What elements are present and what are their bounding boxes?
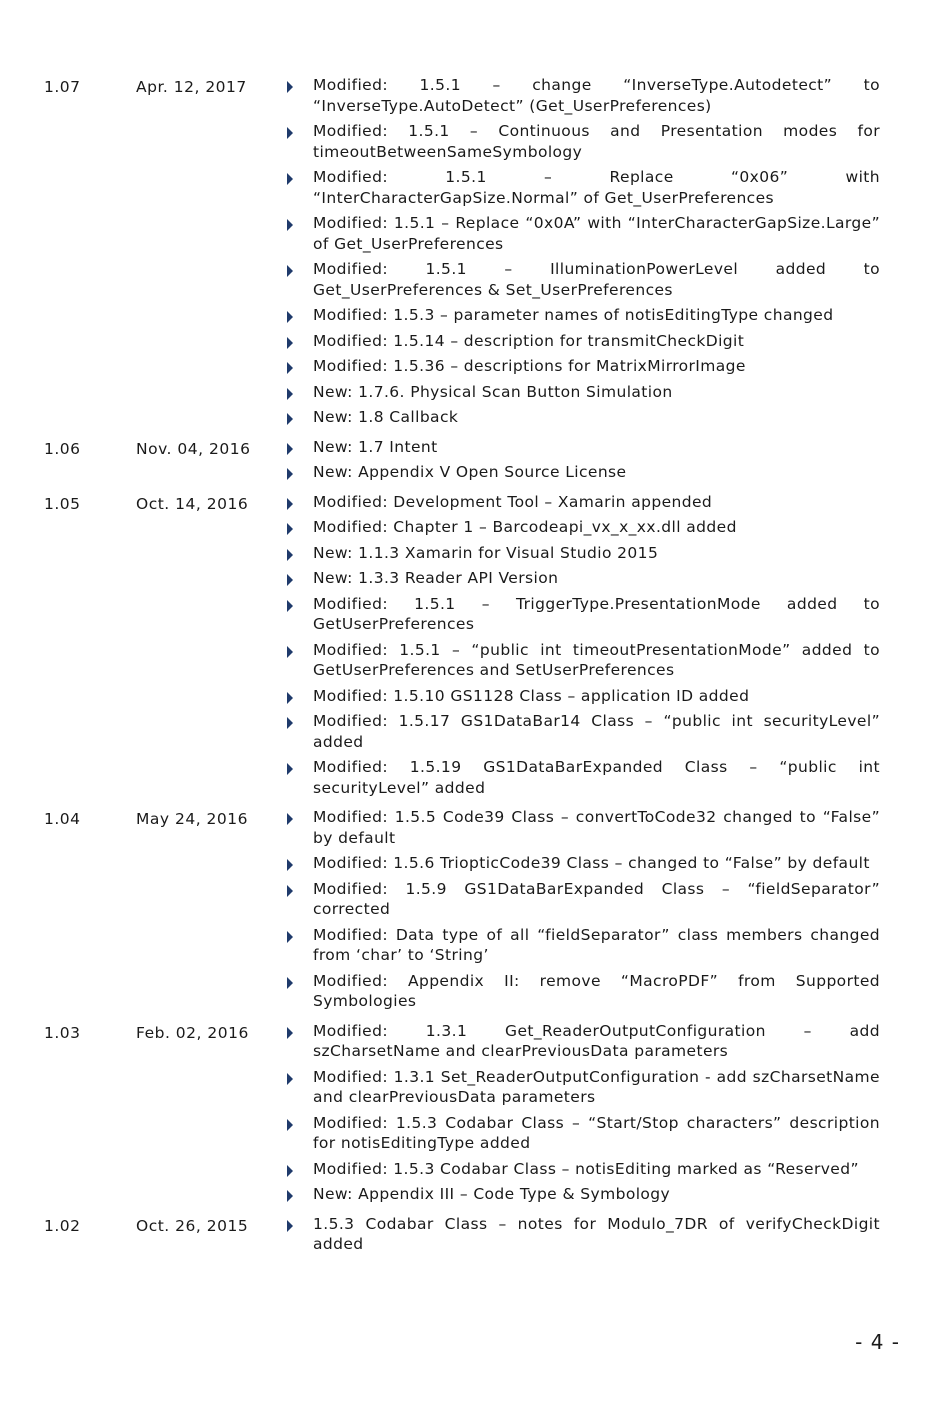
page-number: - 4 - — [855, 1330, 900, 1354]
revision-history — [44, 74, 880, 1263]
triangle-bullet-icon — [286, 333, 313, 353]
change-item — [286, 567, 880, 589]
change-text: Modified: Chapter 1 – Barcodeapi_vx_x_xx.dll added — [313, 518, 737, 536]
change-item — [286, 852, 880, 874]
change-item — [286, 756, 880, 798]
change-text: Modified: 1.5.17 GS1DataBar14 Class – “public int securityLevel” added — [313, 712, 880, 751]
change-item — [286, 639, 880, 681]
triangle-bullet-icon — [286, 1069, 313, 1089]
change-list — [286, 436, 880, 487]
revision-date: Nov. 04, 2016 — [136, 439, 251, 458]
triangle-bullet-icon — [286, 1161, 313, 1181]
revision-entry — [44, 806, 880, 1016]
change-item — [286, 258, 880, 300]
revision-date: Oct. 26, 2015 — [136, 1216, 249, 1235]
revision-entry — [44, 491, 880, 803]
change-text: New: Appendix III – Code Type & Symbology — [313, 1185, 671, 1203]
change-text: New: 1.1.3 Xamarin for Visual Studio 2015 — [313, 543, 659, 562]
triangle-bullet-icon — [286, 519, 313, 539]
change-text: Modified: 1.5.19 GS1DataBarExpanded Class – “public int securityLevel” added — [313, 758, 880, 797]
revision-version: 1.06 — [44, 439, 81, 458]
change-text: Modified: 1.5.10 GS1128 Class – application ID added — [313, 686, 750, 705]
change-text: New: Appendix V Open Source License — [313, 463, 627, 481]
change-item — [286, 593, 880, 635]
revision-date: Apr. 12, 2017 — [136, 78, 247, 96]
change-text: New: 1.7 Intent — [313, 437, 438, 456]
change-item — [286, 166, 880, 208]
triangle-bullet-icon — [286, 809, 313, 829]
change-list — [286, 74, 880, 432]
change-item — [286, 304, 880, 326]
triangle-bullet-icon — [286, 464, 313, 484]
change-item — [286, 970, 880, 1012]
change-list — [286, 1213, 880, 1259]
change-text: Modified: 1.5.3 Codabar Class – “Start/Stop characters” description for notisEditingType added — [313, 1113, 880, 1152]
change-item — [286, 74, 880, 116]
change-item — [286, 1112, 880, 1154]
revision-entry — [44, 1213, 880, 1259]
triangle-bullet-icon — [286, 759, 313, 779]
triangle-bullet-icon — [286, 688, 313, 708]
revision-date: May 24, 2016 — [136, 810, 248, 828]
change-text: New: 1.8 Callback — [313, 408, 459, 426]
change-item — [286, 212, 880, 254]
change-item — [286, 1158, 880, 1180]
triangle-bullet-icon — [286, 1023, 313, 1043]
change-item — [286, 924, 880, 966]
change-item — [286, 406, 880, 428]
revision-version: 1.07 — [44, 78, 81, 96]
change-item — [286, 330, 880, 352]
triangle-bullet-icon — [286, 927, 313, 947]
change-text: Modified: 1.5.36 – descriptions for MatrixMirrorImage — [313, 357, 746, 375]
change-text: Modified: 1.5.14 – description for transmitCheckDigit — [313, 331, 745, 350]
change-text: Modified: Appendix II: remove “MacroPDF” from Supported Symbologies — [313, 971, 880, 1010]
triangle-bullet-icon — [286, 642, 313, 662]
change-list — [286, 491, 880, 803]
change-text: Modified: 1.5.1 – Replace “0x0A” with “InterCharacterGapSize.Large” of Get_UserPreferences — [313, 214, 880, 253]
change-item — [286, 1020, 880, 1062]
triangle-bullet-icon — [286, 1186, 313, 1206]
change-item — [286, 436, 880, 458]
triangle-bullet-icon — [286, 123, 313, 143]
change-text: Modified: 1.3.1 Set_ReaderOutputConfiguration - add szCharsetName and clearPreviousData parameters — [313, 1067, 880, 1106]
change-item — [286, 461, 880, 483]
revision-entry — [44, 1020, 880, 1209]
triangle-bullet-icon — [286, 261, 313, 281]
change-list — [286, 1020, 880, 1209]
revision-version: 1.05 — [44, 494, 81, 513]
change-text: Modified: 1.5.1 – Continuous and Presentation modes for timeoutBetweenSameSymbology — [313, 122, 880, 161]
change-text: Modified: 1.5.1 – “public int timeoutPresentationMode” added to GetUserPreferences and SetUserPreferences — [313, 640, 880, 679]
revision-version: 1.03 — [44, 1023, 81, 1042]
change-item — [286, 878, 880, 920]
change-item — [286, 516, 880, 538]
change-item — [286, 120, 880, 162]
change-text: Modified: 1.3.1 Get_ReaderOutputConfiguration – add szCharsetName and clearPreviousData parameters — [313, 1021, 880, 1060]
revision-version: 1.02 — [44, 1216, 81, 1235]
triangle-bullet-icon — [286, 1115, 313, 1135]
change-item — [286, 806, 880, 848]
triangle-bullet-icon — [286, 358, 313, 378]
change-text: New: 1.3.3 Reader API Version — [313, 569, 559, 587]
triangle-bullet-icon — [286, 1216, 313, 1236]
triangle-bullet-icon — [286, 439, 313, 459]
change-item — [286, 381, 880, 403]
change-text: New: 1.7.6. Physical Scan Button Simulation — [313, 382, 673, 401]
change-item — [286, 1213, 880, 1255]
triangle-bullet-icon — [286, 881, 313, 901]
change-item — [286, 685, 880, 707]
change-text: Modified: Data type of all “fieldSeparator” class members changed from ‘char’ to ‘String’ — [313, 925, 880, 964]
change-item — [286, 710, 880, 752]
change-text: Modified: 1.5.1 – change “InverseType.Autodetect” to “InverseType.AutoDetect” (Get_UserPreferences) — [313, 76, 880, 115]
revision-date: Feb. 02, 2016 — [136, 1023, 249, 1042]
triangle-bullet-icon — [286, 409, 313, 429]
change-text: Modified: Development Tool – Xamarin appended — [313, 492, 713, 511]
change-item — [286, 491, 880, 513]
revision-entry — [44, 436, 880, 487]
triangle-bullet-icon — [286, 570, 313, 590]
change-item — [286, 1066, 880, 1108]
change-text: Modified: 1.5.3 Codabar Class – notisEditing marked as “Reserved” — [313, 1159, 859, 1178]
change-item — [286, 542, 880, 564]
change-text: 1.5.3 Codabar Class – notes for Modulo_7DR of verifyCheckDigit added — [313, 1214, 880, 1253]
change-text: Modified: 1.5.6 TriopticCode39 Class – changed to “False” by default — [313, 854, 870, 872]
change-text: Modified: 1.5.3 – parameter names of notisEditingType changed — [313, 306, 834, 324]
change-item — [286, 1183, 880, 1205]
change-text: Modified: 1.5.1 – IlluminationPowerLevel added to Get_UserPreferences & Set_UserPreferences — [313, 260, 880, 299]
revision-date: Oct. 14, 2016 — [136, 494, 249, 513]
triangle-bullet-icon — [286, 545, 313, 565]
triangle-bullet-icon — [286, 855, 313, 875]
change-list — [286, 806, 880, 1016]
triangle-bullet-icon — [286, 494, 313, 514]
triangle-bullet-icon — [286, 384, 313, 404]
triangle-bullet-icon — [286, 77, 313, 97]
change-item — [286, 355, 880, 377]
triangle-bullet-icon — [286, 307, 313, 327]
triangle-bullet-icon — [286, 215, 313, 235]
change-text: Modified: 1.5.5 Code39 Class – convertToCode32 changed to “False” by default — [313, 808, 880, 847]
triangle-bullet-icon — [286, 596, 313, 616]
triangle-bullet-icon — [286, 713, 313, 733]
triangle-bullet-icon — [286, 169, 313, 189]
change-text: Modified: 1.5.1 – TriggerType.PresentationMode added to GetUserPreferences — [313, 594, 880, 633]
change-text: Modified: 1.5.1 – Replace “0x06” with “InterCharacterGapSize.Normal” of Get_UserPreferences — [313, 168, 880, 207]
revision-version: 1.04 — [44, 810, 81, 828]
change-text: Modified: 1.5.9 GS1DataBarExpanded Class – “fieldSeparator” corrected — [313, 879, 880, 918]
revision-entry — [44, 74, 880, 432]
triangle-bullet-icon — [286, 973, 313, 993]
